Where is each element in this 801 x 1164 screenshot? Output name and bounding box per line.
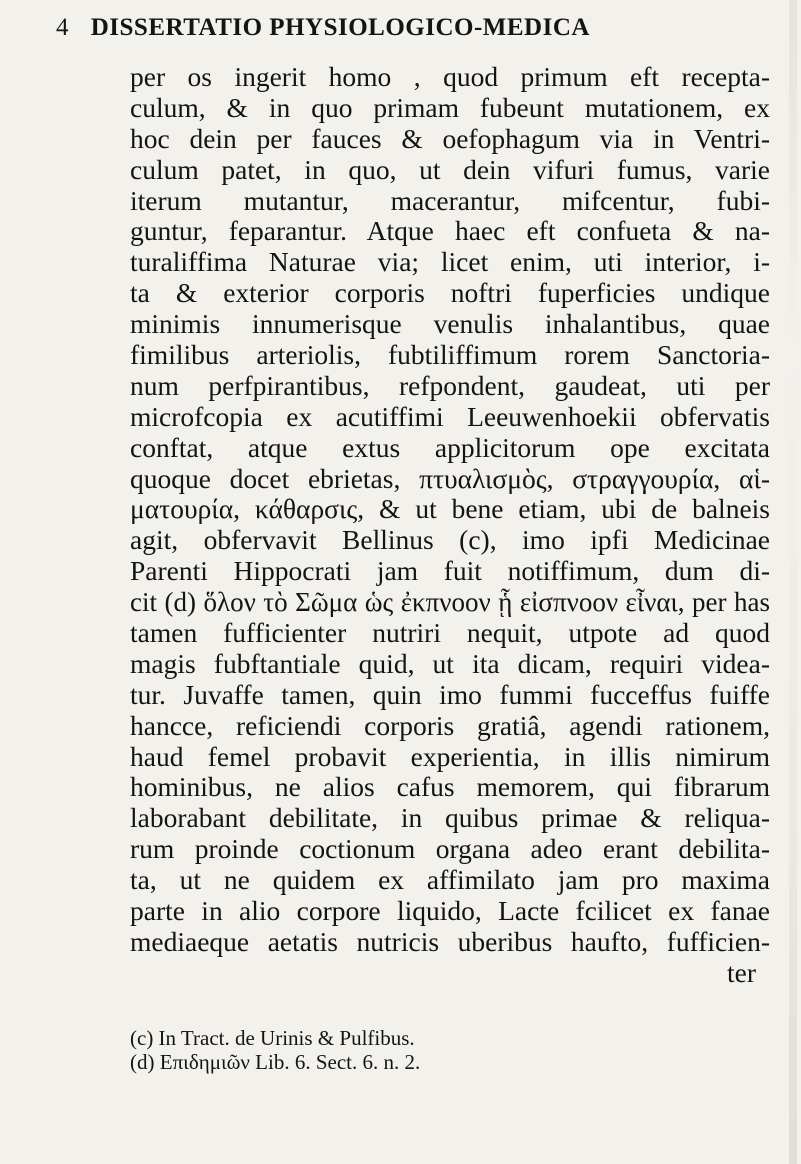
footnote: (d) Επιδημιῶν Lib. 6. Sect. 6. n. 2.: [130, 1050, 421, 1074]
text-line: Parenti Hippocrati jam fuit notiffimum, dum di-: [130, 556, 770, 587]
text-line: culum patet, in quo, ut dein vifuri fumus, varie: [130, 154, 770, 185]
text-line: ta & exterior corporis noftri fuperficies undique: [130, 278, 770, 309]
text-line: tamen fufficienter nutriri nequit, utpote ad quod: [130, 618, 770, 649]
text-line: mediaeque aetatis nutricis uberibus haufto, fufficien-: [130, 926, 770, 957]
text-line: num perfpirantibus, refpondent, gaudeat, uti per: [130, 370, 770, 401]
text-line: culum, & in quo primam fubeunt mutationem, ex: [130, 92, 770, 123]
text-line: quoque docet ebrietas, πτυαλισμὸς, στραγγουρία, αἱ-: [130, 463, 770, 494]
page-edge-shadow: [789, 0, 797, 1164]
text-line: haud femel probavit experientia, in illis nimirum: [130, 741, 770, 772]
text-line: fimilibus arteriolis, fubtiliffimum rorem Sanctoria-: [130, 340, 770, 371]
text-line: cit (d) ὅλον τὸ Σῶμα ὡς ἐκπνοον ᾗ εἰσπνοον εἶναι, per has: [130, 587, 770, 618]
text-line: magis fubftantiale quid, ut ita dicam, requiri videa-: [130, 648, 770, 679]
text-line: iterum mutantur, macerantur, mifcentur, fubi-: [130, 185, 770, 216]
footnote: (c) In Tract. de Urinis & Pulfibus.: [130, 1026, 415, 1050]
text-line: turaliffima Naturae via; licet enim, uti interior, i-: [130, 247, 770, 278]
page-number: 4: [56, 14, 69, 41]
text-line: minimis innumerisque venulis inhalantibus, quae: [130, 309, 770, 340]
footnotes: [130, 1026, 770, 1074]
running-header: [56, 14, 756, 58]
text-line: guntur, feparantur. Atque haec eft confueta & na-: [130, 216, 770, 247]
text-line: agit, obfervavit Bellinus (c), imo ipfi Medicinae: [130, 525, 770, 556]
text-line: ter: [726, 957, 756, 988]
text-line: ta, ut ne quidem ex affimilato jam pro maxima: [130, 865, 770, 896]
text-line: ματουρία, κάθαρσις, & ut bene etiam, ubi de balneis: [130, 494, 770, 525]
text-line: parte in alio corpore liquido, Lacte fcilicet ex fanae: [130, 896, 770, 927]
text-line: laborabant debilitate, in quibus primae & reliqua-: [130, 803, 770, 834]
text-line: conftat, atque extus applicitorum ope excitata: [130, 432, 770, 463]
text-line: microfcopia ex acutiffimi Leeuwenhoekii obfervatis: [130, 401, 770, 432]
text-line: hancce, reficiendi corporis gratiâ, agendi rationem,: [130, 710, 770, 741]
body-text: [130, 62, 770, 989]
text-line: tur. Juvaffe tamen, quin imo fummi fucceffus fuiffe: [130, 679, 770, 710]
text-line: hominibus, ne alios cafus memorem, qui fibrarum: [130, 772, 770, 803]
header-title: DISSERTATIO PHYSIOLOGICO-MEDICA: [90, 14, 590, 41]
text-line: rum proinde coctionum organa adeo erant debilita-: [130, 834, 770, 865]
text-line: hoc dein per fauces & oefophagum via in Ventri-: [130, 123, 770, 154]
text-line: per os ingerit homo , quod primum eft recepta-: [130, 62, 770, 92]
